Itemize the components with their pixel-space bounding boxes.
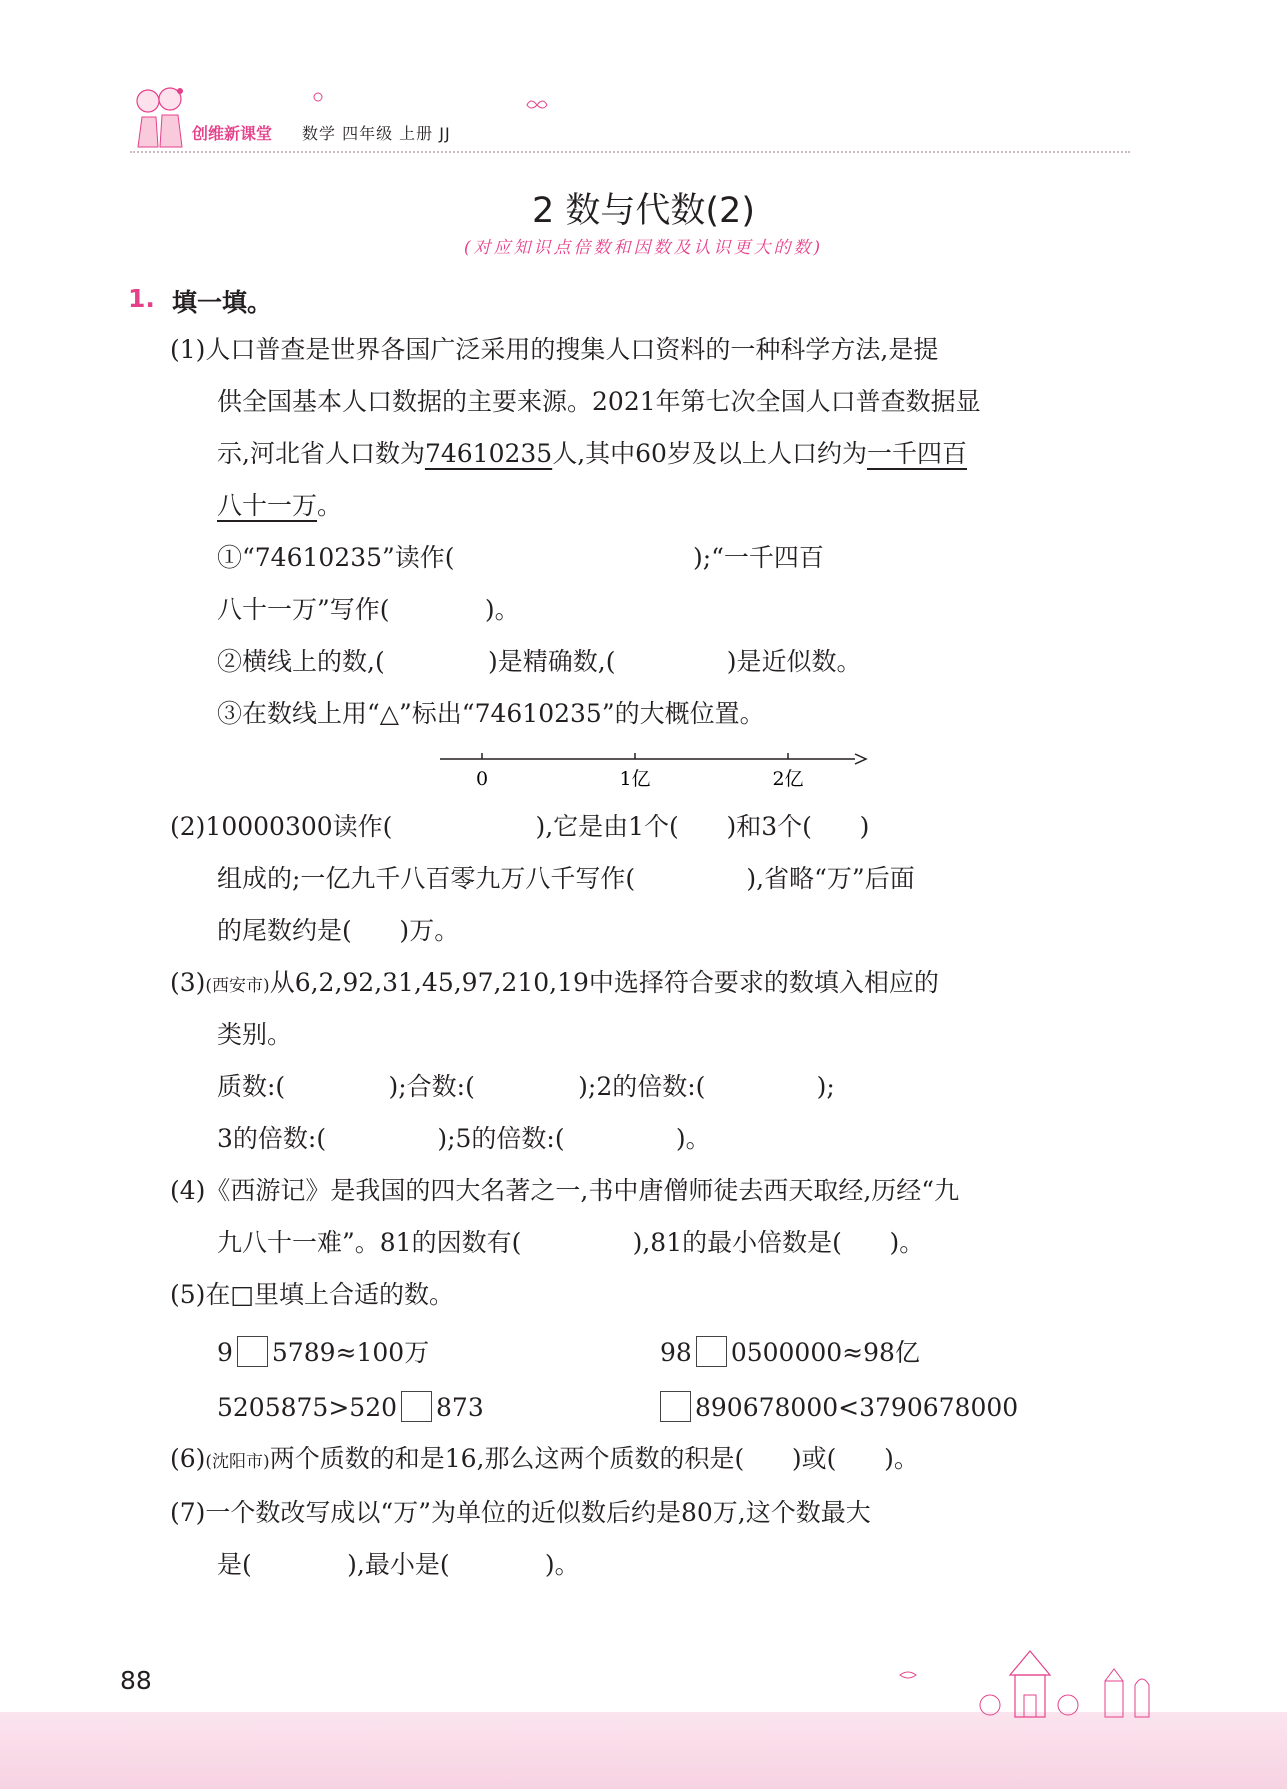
text-line: (4)《西游记》是我国的四大名著之一,书中唐僧师徒去西天取经,历经“九 xyxy=(170,1176,960,1205)
text-line xyxy=(170,970,939,995)
book-subject: 数学 四年级 上册 JJ xyxy=(302,124,451,143)
text-line: 的尾数约是( )万。 xyxy=(217,916,460,945)
text-line: 组成的;一亿九千八百零九万八千写作( ),省略“万”后面 xyxy=(217,864,915,893)
number-line xyxy=(430,745,870,795)
underlined-number: 一千四百 xyxy=(866,439,967,468)
section-subtitle: (对应知识点倍数和因数及认识更大的数) xyxy=(463,238,824,258)
text-line: (7)一个数改写成以“万”为单位的近似数后约是80万,这个数最大 xyxy=(170,1498,871,1527)
answer-box[interactable] xyxy=(237,1336,268,1367)
answer-box[interactable] xyxy=(696,1336,727,1367)
text-line: (5)在□里填上合适的数。 xyxy=(170,1280,455,1309)
castle-decoration-icon xyxy=(880,1645,1170,1720)
text-line: 八十一万”写作( )。 xyxy=(217,595,520,624)
fill-box-item xyxy=(660,1336,920,1367)
page-header xyxy=(130,85,1130,155)
fill-box-item xyxy=(656,1391,1018,1422)
source-tag: (沈阳市) xyxy=(205,1452,270,1472)
text-line: (1)人口普查是世界各国广泛采用的搜集人口资料的一种科学方法,是提 xyxy=(170,335,939,364)
butterfly-icon xyxy=(525,97,549,113)
page-number: 88 xyxy=(120,1666,152,1695)
text-segment: 示,河北省人口数为 xyxy=(217,439,425,468)
underlined-number: 74610235 xyxy=(424,439,553,468)
answer-box[interactable] xyxy=(660,1391,691,1422)
text-line: 供全国基本人口数据的主要来源。2021年第七次全国人口普查数据显 xyxy=(217,387,981,416)
text-segment: 9 xyxy=(217,1338,233,1367)
text-line: ①“74610235”读作( );“一千四百 xyxy=(217,543,824,572)
text-line xyxy=(217,441,967,466)
footer-band xyxy=(0,1712,1287,1789)
text-line: 类别。 xyxy=(217,1020,293,1049)
underlined-number: 八十一万 xyxy=(217,491,318,520)
question-number: 1. xyxy=(128,284,155,313)
text-segment: 0500000≈98亿 xyxy=(730,1338,920,1367)
fill-box-item xyxy=(217,1391,484,1422)
text-segment: 5789≈100万 xyxy=(271,1338,430,1367)
text-segment: 人,其中60岁及以上人口约为 xyxy=(552,439,867,468)
text-line: 九八十一难”。81的因数有( ),81的最小倍数是( )。 xyxy=(217,1228,925,1257)
source-tag: (西安市) xyxy=(205,976,270,996)
kids-logo-icon xyxy=(130,85,190,151)
section-title: 2 数与代数(2) xyxy=(532,191,755,231)
text-segment: 890678000<3790678000 xyxy=(695,1393,1019,1422)
text-segment: (6) xyxy=(170,1444,206,1473)
text-line: ③在数线上用“△”标出“74610235”的大概位置。 xyxy=(217,699,765,728)
text-line: (2)10000300读作( ),它是由1个( )和3个( ) xyxy=(170,812,870,841)
arrow-right-icon xyxy=(855,754,866,764)
text-segment: (3) xyxy=(170,968,206,997)
text-segment: 两个质数的和是16,那么这两个质数的积是( )或( )。 xyxy=(269,1444,919,1473)
text-segment: 从6,2,92,31,45,97,210,19中选择符合要求的数填入相应的 xyxy=(269,968,939,997)
text-line: 质数:( );合数:( );2的倍数:( ); xyxy=(217,1072,835,1101)
header-divider xyxy=(130,151,1130,153)
answer-box[interactable] xyxy=(401,1391,432,1422)
text-line: ②横线上的数,( )是精确数,( )是近似数。 xyxy=(217,647,862,676)
tick-label: 0 xyxy=(475,768,489,790)
text-segment: 98 xyxy=(660,1338,692,1367)
brand-name: 创维新课堂 xyxy=(192,124,273,143)
text-segment: 。 xyxy=(317,491,343,520)
text-segment: 5205875>520 xyxy=(217,1393,398,1422)
text-line: 是( ),最小是( )。 xyxy=(217,1550,580,1579)
text-segment: 873 xyxy=(436,1393,484,1422)
question-heading: 填一填。 xyxy=(172,288,273,317)
tick-label: 1亿 xyxy=(619,768,651,790)
flower-icon xyxy=(310,91,326,103)
text-line xyxy=(170,1446,919,1471)
fill-box-item xyxy=(217,1336,429,1367)
text-line: 3的倍数:( );5的倍数:( )。 xyxy=(217,1124,711,1153)
tick-label: 2亿 xyxy=(772,768,804,790)
text-line xyxy=(217,493,342,518)
